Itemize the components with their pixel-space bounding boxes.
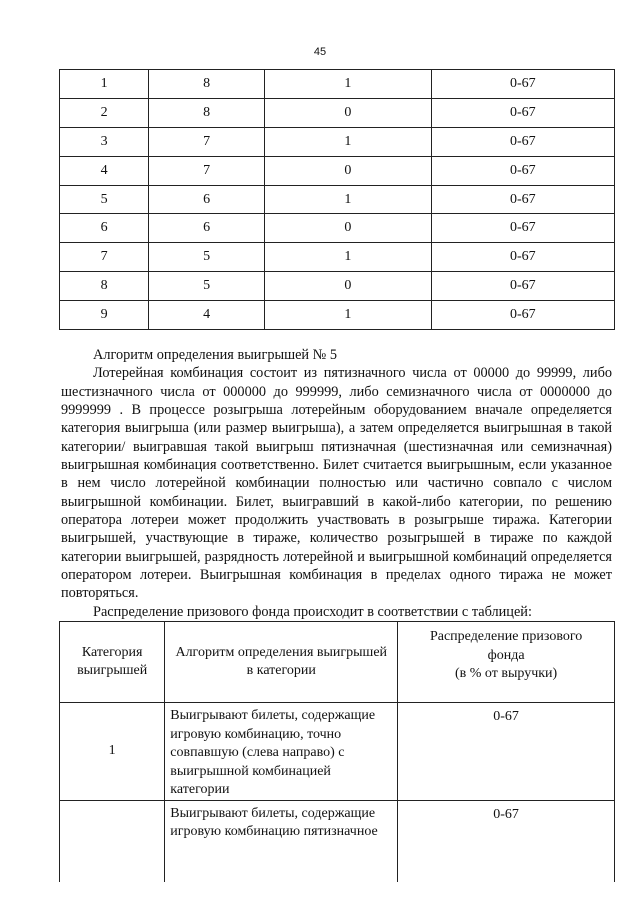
table-cell: 1 xyxy=(265,301,431,330)
table-cell: 8 xyxy=(60,272,149,301)
table-row xyxy=(60,243,615,272)
table-cell: 0-67 xyxy=(431,156,614,185)
table-cell: 1 xyxy=(265,243,431,272)
section-heading: Алгоритм определения выигрышей № 5 xyxy=(93,347,338,363)
table-row xyxy=(60,703,615,801)
table-cell: 3 xyxy=(60,127,149,156)
table-cell: 0-67 xyxy=(431,243,614,272)
table-cell: 5 xyxy=(149,243,265,272)
table-cell: 6 xyxy=(149,185,265,214)
header-category: Категория выигрышей xyxy=(60,622,165,703)
table-cell xyxy=(60,800,165,882)
table-row xyxy=(60,272,615,301)
table-row xyxy=(60,70,615,99)
table-cell: 0-67 xyxy=(398,703,615,801)
table-cell: 1 xyxy=(265,127,431,156)
header-algorithm: Алгоритм определения выигрышей в категории xyxy=(165,622,398,703)
table-header-row xyxy=(60,622,615,703)
table-cell: 8 xyxy=(149,98,265,127)
table-row xyxy=(60,301,615,330)
table-cell: 7 xyxy=(60,243,149,272)
table-cell: 0-67 xyxy=(431,70,614,99)
table-row xyxy=(60,214,615,243)
table-cell: 0-67 xyxy=(431,98,614,127)
table-cell: 4 xyxy=(149,301,265,330)
table-cell: 7 xyxy=(149,127,265,156)
table-cell: 0-67 xyxy=(431,214,614,243)
table-row xyxy=(60,800,615,882)
table-cell: 1 xyxy=(265,70,431,99)
prize-fund-table xyxy=(59,621,615,882)
table-cell: 7 xyxy=(149,156,265,185)
results-table xyxy=(59,69,615,330)
table-cell: 6 xyxy=(60,214,149,243)
table-cell: Выигрывают билеты, содержащие игровую комбинацию, точно совпавшую (слева направо) с выигрышной комбинацией категории xyxy=(165,703,398,801)
page-number: 45 xyxy=(313,46,327,58)
table-cell: 2 xyxy=(60,98,149,127)
table-row xyxy=(60,98,615,127)
table-cell: 0 xyxy=(265,272,431,301)
table-cell: 0 xyxy=(265,156,431,185)
table-row xyxy=(60,185,615,214)
table-cell: 1 xyxy=(265,185,431,214)
table-cell: 0-67 xyxy=(431,185,614,214)
table-cell: 5 xyxy=(60,185,149,214)
table-cell: 9 xyxy=(60,301,149,330)
table-cell: 0 xyxy=(265,214,431,243)
table-cell: Выигрывают билеты, содержащие игровую комбинацию пятизначное xyxy=(165,800,398,882)
header-distribution-line2: (в % от выручки) xyxy=(455,666,558,681)
table-cell: 0-67 xyxy=(431,127,614,156)
body-text xyxy=(61,346,612,621)
table-cell: 1 xyxy=(60,703,165,801)
table-cell: 6 xyxy=(149,214,265,243)
table-cell: 0-67 xyxy=(431,301,614,330)
paragraph: Лотерейная комбинация состоит из пятизначного числа от 00000 до 99999, либо шестизначного числа от 000000 до 999999, либо семизначного числа от 0000000 до 9999999 . В процессе розыгрыша лотерейным оборудованием вначале определяется категория выигрыша (или размер выигрыша), а затем определяется выигрышная в такой категории/ выигравшая такой выигрыш пятизначная (шестизначная или семизначная) выигрышная комбинация соответственно. Билет считается выигрышным, если указанное в нем число лотерейной комбинации полностью или частично совпало с числом выигрышной комбинации. Билет, выигравший в какой-либо категории, по решению оператора лотереи может продолжить участвовать в розыгрыше тиража. Категории выигрышей, участвующие в тираже, количество розыгрышей в тираже по каждой категории выигрышей, разрядность лотерейной и выигрышной комбинаций определяется оператором лотереи. Выигрышная комбинация в пределах одного тиража не может повторяться. xyxy=(61,365,612,602)
header-distribution-line1: Распределение призового фонда xyxy=(429,629,583,663)
table-cell: 0 xyxy=(265,98,431,127)
paragraph: Распределение призового фонда происходит в соответствии с таблицей: xyxy=(93,603,532,620)
table-cell: 0-67 xyxy=(431,272,614,301)
table-row xyxy=(60,127,615,156)
table-cell: 5 xyxy=(149,272,265,301)
table-cell: 4 xyxy=(60,156,149,185)
table-cell: 8 xyxy=(149,70,265,99)
table-row xyxy=(60,156,615,185)
header-distribution xyxy=(398,622,615,703)
table-cell: 1 xyxy=(60,70,149,99)
table-cell: 0-67 xyxy=(398,800,615,882)
